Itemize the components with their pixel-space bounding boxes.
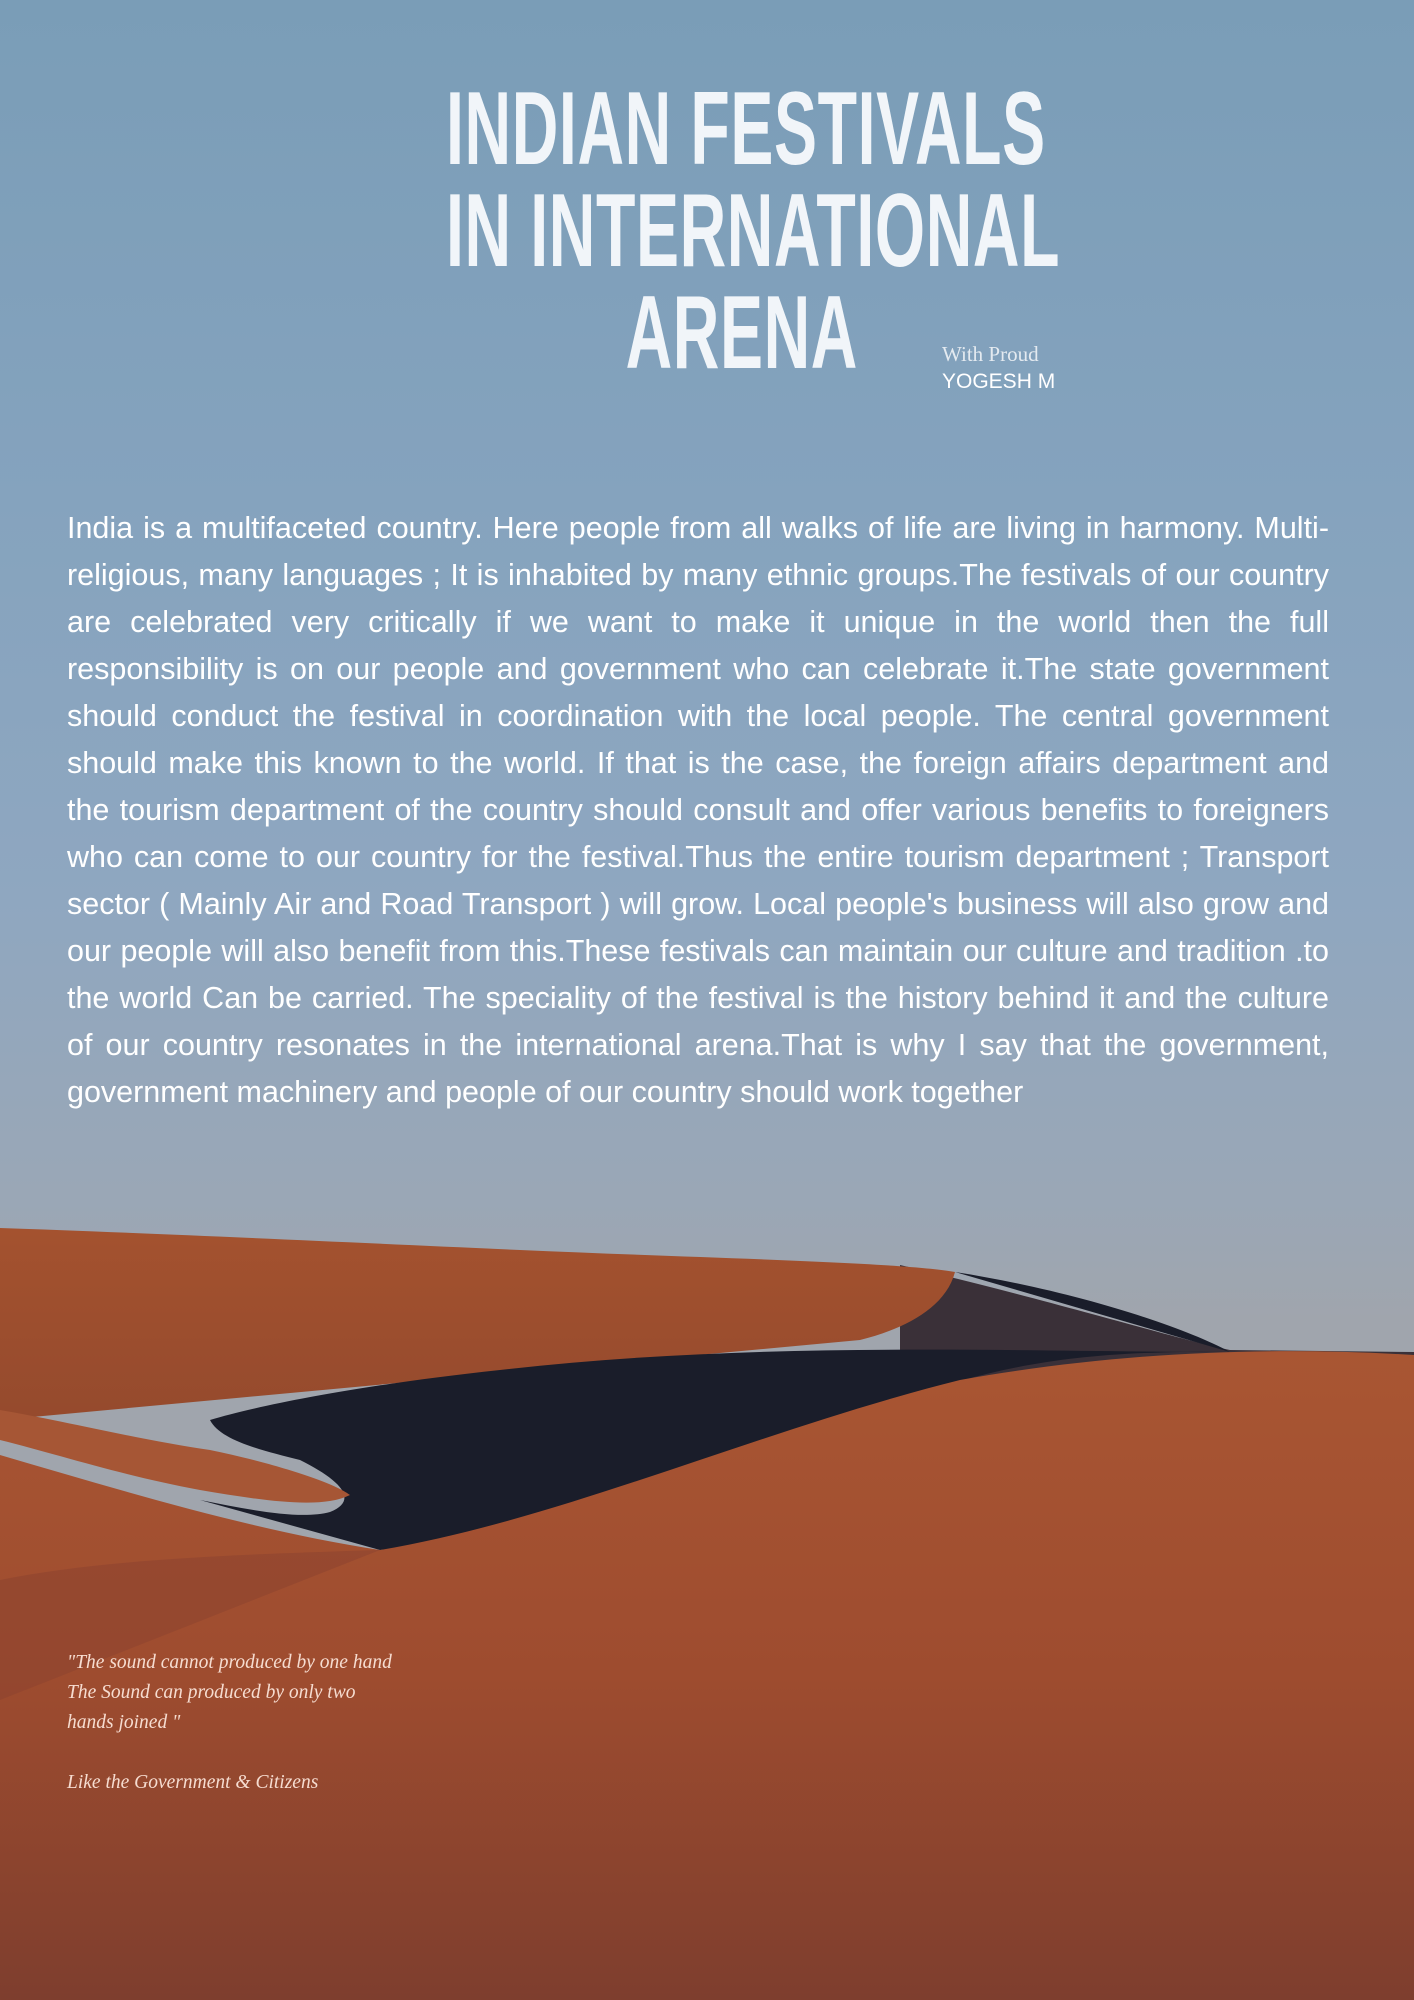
author-name: YOGESH M [942, 370, 1056, 393]
title-line-1: INDIAN FESTIVALS [446, 71, 1046, 187]
byline [942, 340, 1055, 396]
body-paragraph: India is a multifaceted country. Here people from all walks of life are living in harmony. Multi-religious, many languages ; It is inhabited by many ethnic groups.The festivals of our country are celebrated very critically if we want to make it unique in the world then the full responsibility is on our people and government who can celebrate it.The state government should conduct the festival in coordination with the local people. The central government should make this known to the world. If that is the case, the foreign affairs department and the tourism department of the country should consult and offer various benefits to foreigners who can come to our country for the festival.Thus the entire tourism department ; Transport sector ( Mainly Air and Road Transport ) will grow. Local people's business will also grow and our people will also benefit from this.These festivals can maintain our culture and tradition .to the world Can be carried. The speciality of the festival is the history behind it and the culture of our country resonates in the international arena.That is why I say that the government, government machinery and people of our country should work together [67, 511, 1329, 1109]
quote-line-3: hands joined " [67, 1712, 181, 1733]
byline-caption: With Proud [942, 342, 1039, 366]
quote-line-2: The Sound can produced by only two [67, 1682, 356, 1703]
quote-spacer [67, 1738, 487, 1768]
title-line-3: ARENA [625, 275, 858, 391]
quote-closing: Like the Government & Citizens [67, 1772, 319, 1793]
quote-line-1: "The sound cannot produced by one hand [67, 1652, 392, 1673]
title-line-2: IN INTERNATIONAL [446, 173, 1061, 289]
closing-quote [67, 1648, 487, 1798]
